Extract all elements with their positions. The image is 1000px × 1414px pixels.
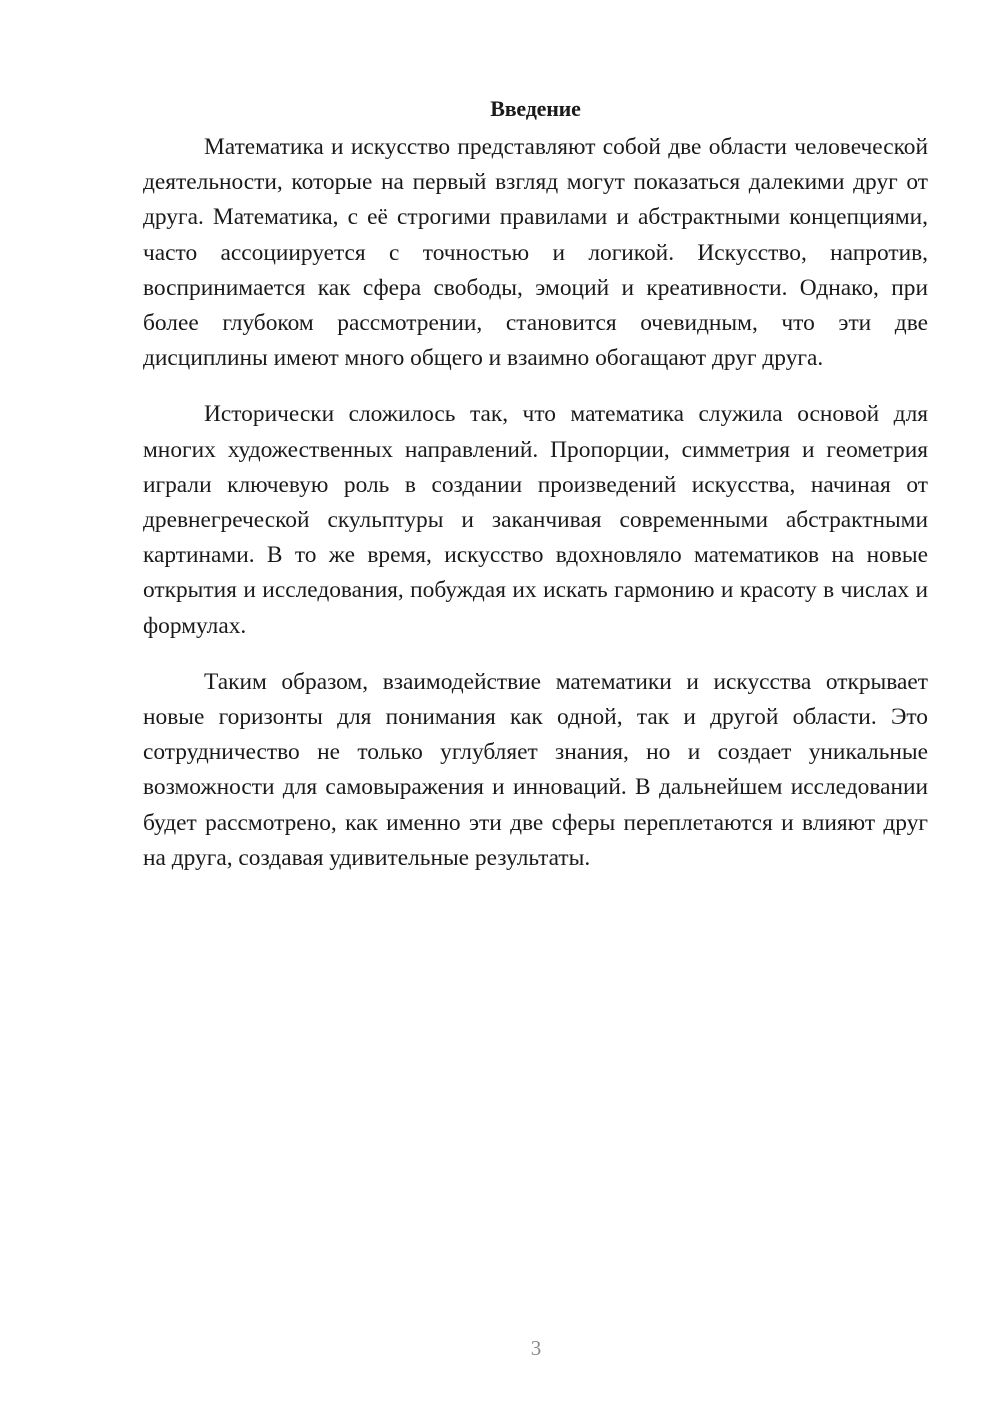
page-content: [143, 92, 928, 897]
paragraph-2: Исторически сложилось так, что математика служила основой для многих художественных направлений. Пропорции, симметрия и геометрия играли ключевую роль в создании произведений искусства, начиная от древнегреческой скульптуры и заканчивая современными абстрактными картинами. В то же время, искусство вдохновляло математиков на новые открытия и исследования, побуждая их искать гармонию и красоту в числах и формулах.: [143, 401, 928, 639]
section-title: Введение: [490, 96, 581, 121]
paragraph-1: Математика и искусство представляют собой две области человеческой деятельности, которые на первый взгляд могут показаться далекими друг от друга. Математика, с её строгими правилами и абстрактными концепциями, часто ассоциируется с точностью и логикой. Искусство, напротив, воспринимается как сфера свободы, эмоций и креативности. Однако, при более глубоком рассмотрении, становится очевидным, что эти две дисциплины имеют много общего и взаимно обогащают друг друга.: [143, 134, 928, 372]
paragraph-3: Таким образом, взаимодействие математики и искусства открывает новые горизонты для понимания как одной, так и другой области. Это сотрудничество не только углубляет знания, но и создает уникальные возможности для самовыражения и инноваций. В дальнейшем исследовании будет рассмотрено, как именно эти две сферы переплетаются и влияют друг на друга, создавая удивительные результаты.: [143, 668, 928, 871]
page-number: 3: [530, 1336, 542, 1360]
